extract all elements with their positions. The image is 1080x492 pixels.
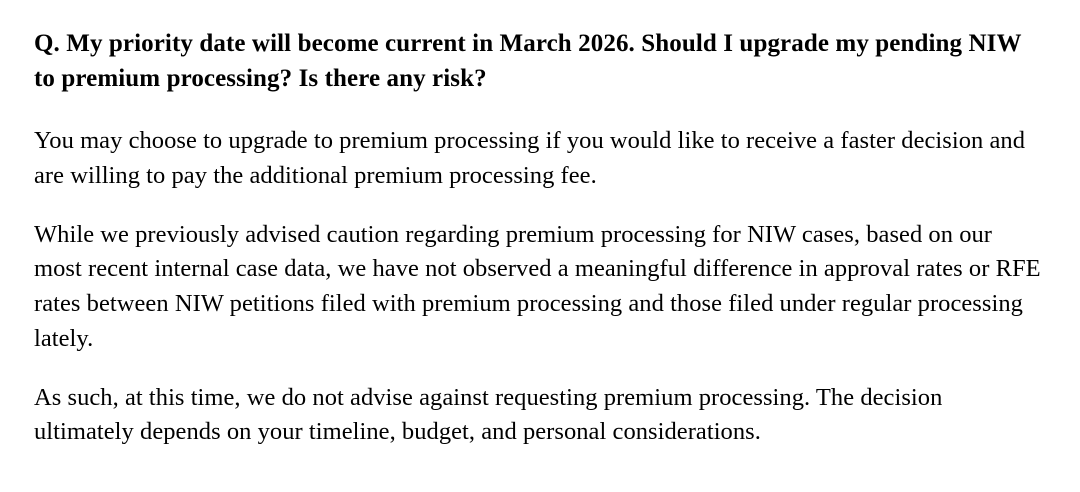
answer-paragraph-3: As such, at this time, we do not advise against requesting premium processing. The decision ultimately depends on your timeline, budget, and personal considerations. (34, 383, 943, 446)
answer-paragraph-2: While we previously advised caution regarding premium processing for NIW cases, based on our most recent internal case data, we have not observed a meaningful difference in approval rates or RFE rates between NIW petitions filed with premium processing and those filed under regular processing lately. (34, 220, 1041, 352)
answer-paragraph-1: You may choose to upgrade to premium processing if you would like to receive a faster decision and are willing to pay the additional premium processing fee. (34, 127, 1026, 189)
question-heading: Q. My priority date will become current in March 2026. Should I upgrade my pending NIW to premium processing? Is there any risk? (34, 30, 1022, 92)
